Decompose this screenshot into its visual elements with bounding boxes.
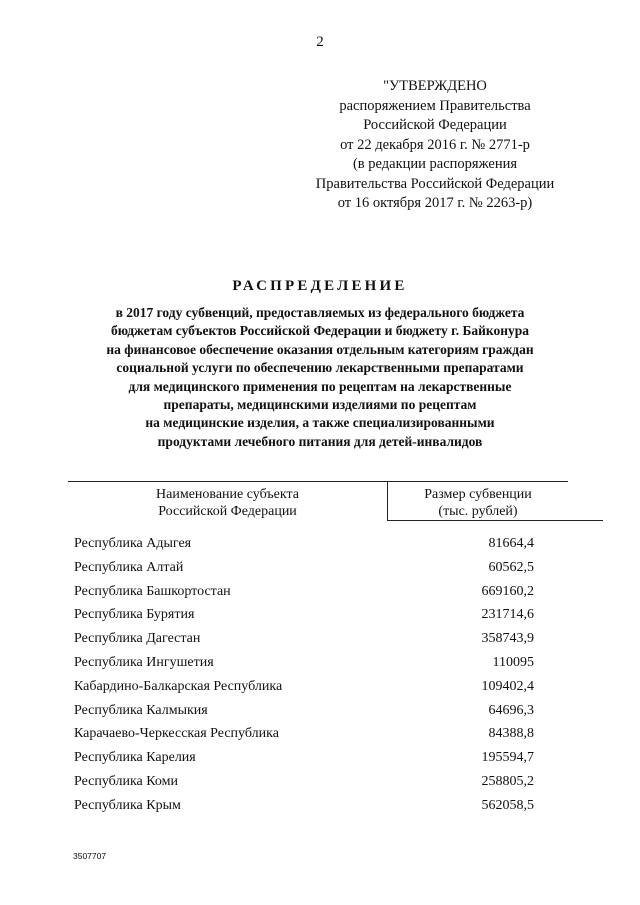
subvention-amount: 258805,2 bbox=[481, 773, 534, 789]
subvention-amount: 109402,4 bbox=[481, 678, 534, 694]
table-row bbox=[74, 629, 534, 653]
table-row bbox=[74, 796, 534, 820]
amount-header-line: (тыс. рублей) bbox=[438, 504, 518, 519]
region-name: Кабардино-Балкарская Республика bbox=[74, 678, 283, 694]
region-name: Республика Дагестан bbox=[74, 631, 201, 647]
table-row bbox=[74, 582, 534, 606]
table-row bbox=[74, 701, 534, 725]
approval-line: распоряжением Правительства bbox=[339, 97, 531, 114]
approval-line: от 16 октября 2017 г. № 2263-р) bbox=[337, 195, 533, 211]
subtitle-line: продуктами лечебного питания для детей-инвалидов bbox=[157, 433, 483, 449]
subtitle-line: социальной услуги по обеспечению лекарственными препаратами bbox=[116, 360, 524, 376]
subtitle-line: на финансовое обеспечение оказания отдельным категориям граждан bbox=[106, 341, 534, 357]
subtitle-line: на медицинские изделия, а также специализированными bbox=[145, 415, 495, 431]
subvention-amount: 562058,5 bbox=[481, 797, 534, 813]
table-row bbox=[74, 748, 534, 772]
subvention-amount: 110095 bbox=[492, 654, 534, 670]
region-name: Республика Башкортостан bbox=[74, 583, 231, 599]
document-subtitle bbox=[60, 304, 580, 451]
region-name: Республика Карелия bbox=[74, 750, 196, 766]
region-name: Республика Адыгея bbox=[74, 536, 192, 551]
subtitle-line: бюджетам субъектов Российской Федерации и бюджету г. Байконура bbox=[110, 323, 530, 339]
subvention-amount: 195594,7 bbox=[481, 750, 534, 766]
amount-column-header bbox=[388, 486, 568, 520]
table-row bbox=[74, 677, 534, 701]
region-name: Республика Бурятия bbox=[74, 607, 195, 623]
approval-line: "УТВЕРЖДЕНО bbox=[383, 78, 487, 94]
amount-header-line: Размер субвенции bbox=[424, 487, 532, 502]
region-name: Республика Коми bbox=[74, 773, 178, 789]
approval-line: от 22 декабря 2016 г. № 2771-р bbox=[340, 136, 530, 153]
approval-line: Правительства Российской Федерации bbox=[315, 175, 555, 192]
table-row bbox=[74, 772, 534, 796]
region-column-header bbox=[68, 486, 387, 520]
subtitle-line: для медицинского применения по рецептам на лекарственные bbox=[128, 378, 512, 394]
approval-block bbox=[300, 77, 570, 214]
document-heading: РАСПРЕДЕЛЕНИЕ bbox=[232, 278, 408, 294]
table-body bbox=[74, 534, 534, 820]
header-underline bbox=[388, 520, 603, 521]
approval-line: Российской Федерации bbox=[363, 117, 507, 133]
document-code: 3507707 bbox=[73, 851, 107, 861]
table-row bbox=[74, 558, 534, 582]
subvention-amount: 64696,3 bbox=[488, 702, 534, 718]
table-row bbox=[74, 724, 534, 748]
subvention-amount: 231714,6 bbox=[481, 607, 534, 623]
region-name: Карачаево-Черкесская Республика bbox=[74, 726, 279, 742]
table-row bbox=[74, 653, 534, 677]
subtitle-line: препараты, медицинскими изделиями по рецептам bbox=[163, 397, 477, 413]
subtitle-line: в 2017 году субвенций, предоставляемых из федерального бюджета bbox=[115, 305, 525, 320]
subvention-amount: 358743,9 bbox=[481, 631, 534, 647]
subvention-amount: 669160,2 bbox=[481, 583, 534, 599]
region-header-line: Наименование субъекта bbox=[156, 487, 299, 502]
region-name: Республика Калмыкия bbox=[74, 702, 208, 718]
region-header-line: Российской Федерации bbox=[158, 504, 297, 519]
table-header bbox=[68, 481, 568, 520]
table-row bbox=[74, 534, 534, 558]
table-row bbox=[74, 605, 534, 629]
subvention-amount: 84388,8 bbox=[488, 726, 534, 742]
approval-line: (в редакции распоряжения bbox=[352, 156, 518, 172]
region-name: Республика Алтай bbox=[74, 559, 184, 575]
page-number: 2 bbox=[316, 34, 324, 50]
subvention-amount: 81664,4 bbox=[488, 536, 534, 551]
region-name: Республика Ингушетия bbox=[74, 654, 214, 670]
region-name: Республика Крым bbox=[74, 797, 181, 813]
subvention-amount: 60562,5 bbox=[488, 559, 534, 575]
